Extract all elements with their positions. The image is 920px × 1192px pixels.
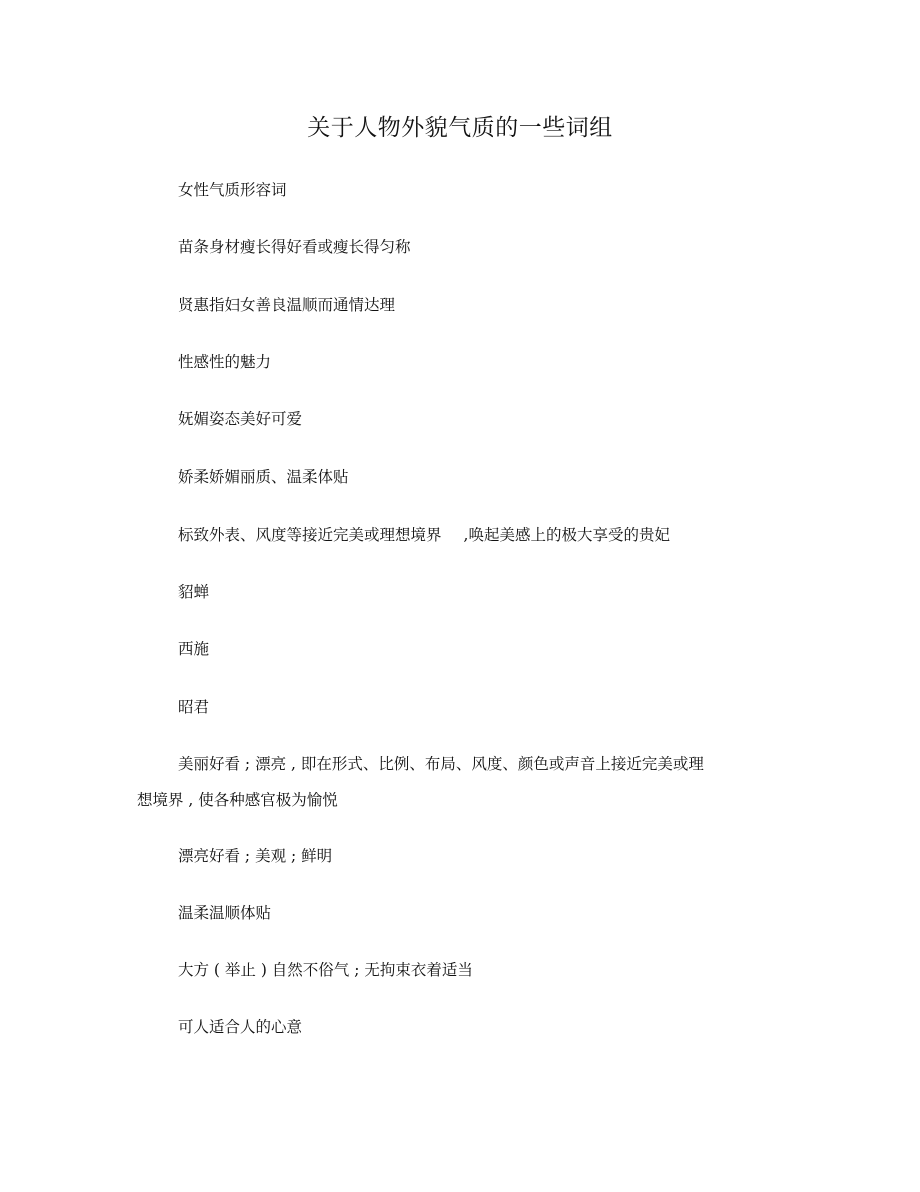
text-line: 苗条身材瘦长得好看或瘦长得匀称 — [178, 238, 411, 256]
text-line: 大方 ( 举止 ) 自然不俗气 ; 无拘束衣着适当 — [178, 961, 473, 979]
text-line: 西施 — [178, 640, 210, 658]
text-line: 可人适合人的心意 — [178, 1018, 303, 1036]
page-title: 关于人物外貌气质的一些词组 — [307, 115, 613, 141]
text-line: 妩媚姿态美好可爱 — [178, 410, 303, 428]
text-segment: 标致外表、风度等接近完美或理想境界 — [178, 526, 442, 544]
text-line-continuation: 想境界 , 使各种感官极为愉悦 — [137, 791, 338, 809]
text-line-with-gap — [178, 525, 670, 545]
text-line: 娇柔娇媚丽质、温柔体贴 — [178, 468, 349, 486]
text-line: 温柔温顺体贴 — [178, 904, 272, 922]
text-line: 贤惠指妇女善良温顺而通情达理 — [178, 296, 396, 314]
text-line: 女性气质形容词 — [178, 181, 287, 199]
text-line: 性感性的魅力 — [178, 353, 272, 371]
text-line: 美丽好看 ; 漂亮 , 即在形式、比例、布局、风度、颜色或声音上接近完美或理 — [178, 755, 704, 773]
text-line: 漂亮好看 ; 美观 ; 鲜明 — [178, 847, 333, 865]
text-line: 貂蝉 — [178, 583, 210, 601]
text-segment: ,唤起美感上的极大享受的贵妃 — [463, 526, 670, 544]
text-line: 昭君 — [178, 698, 210, 716]
